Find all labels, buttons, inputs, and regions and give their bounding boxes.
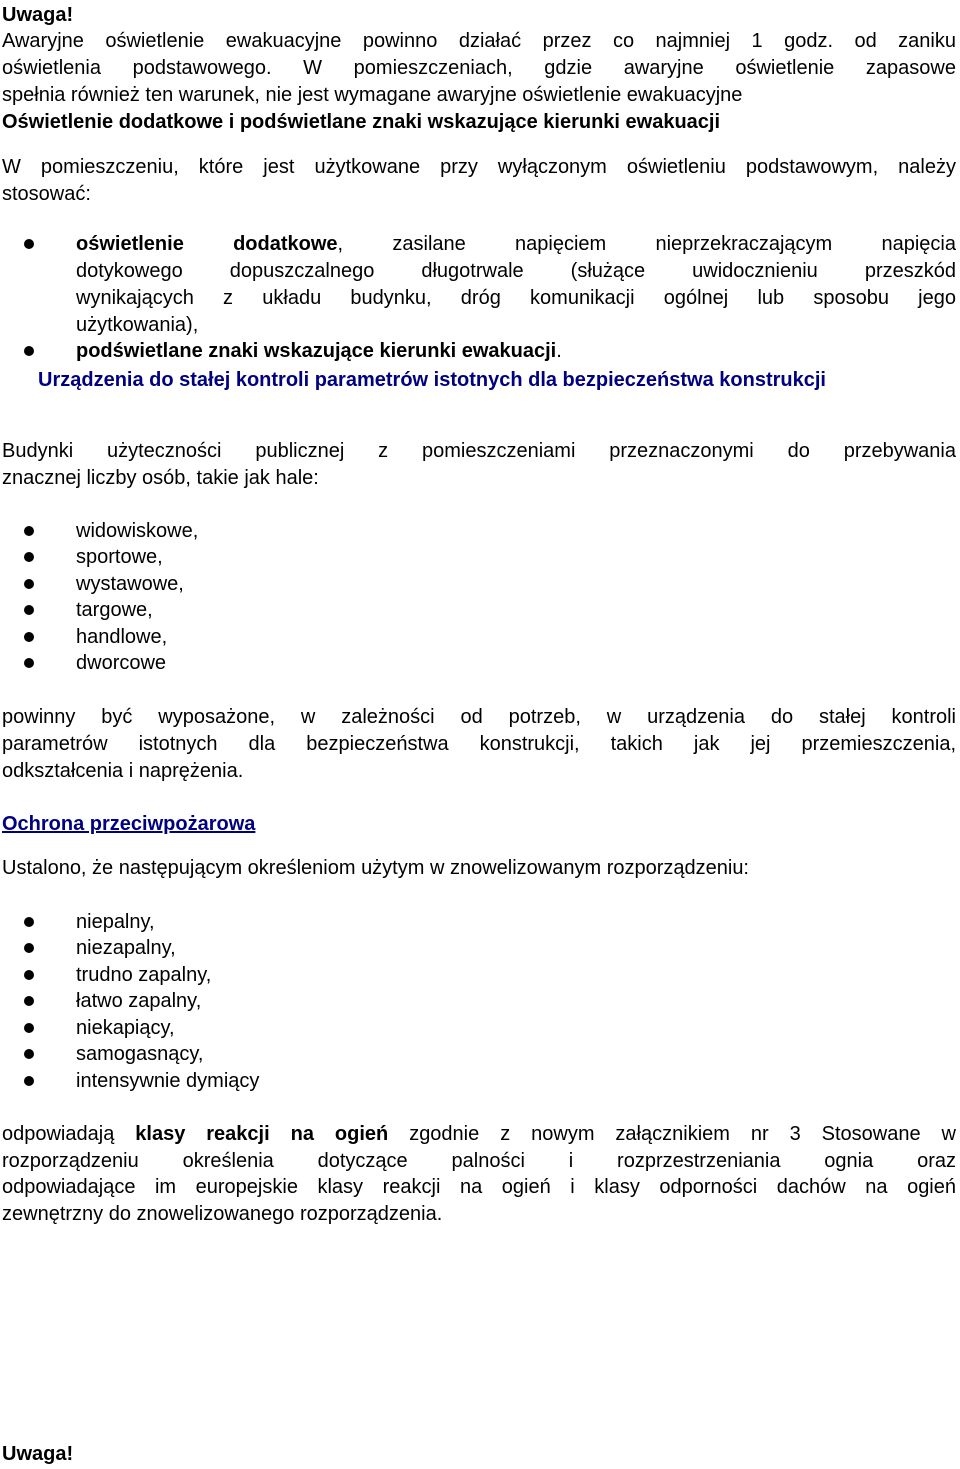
list-item-bold-term: podświetlane znaki wskazujące kierunki ewakuacji xyxy=(76,340,557,362)
section-heading-fire-protection: Ochrona przeciwpożarowa xyxy=(2,813,256,835)
bullet-icon xyxy=(24,346,34,356)
bullet-icon xyxy=(24,658,34,668)
section-outro-line-4: zewnętrzny do znowelizowanego rozporządzenia. xyxy=(2,1203,443,1225)
bullet-icon xyxy=(24,970,34,980)
list-item-continuation-1: dotykowego dopuszczalnego długotrwale (służące uwidocznieniu przeszkód xyxy=(76,260,956,282)
section-intro-line-2: stosować: xyxy=(2,183,91,205)
list-item-text: , zasilane napięciem nieprzekraczającym napięcia xyxy=(337,233,956,255)
warning-heading: Uwaga! xyxy=(2,4,74,26)
list-item: trudno zapalny, xyxy=(76,964,212,986)
bullet-icon xyxy=(24,552,34,562)
section-intro-line-1: W pomieszczeniu, które jest użytkowane przy wyłączonym oświetleniu podstawowym, należy xyxy=(2,156,956,178)
bullet-icon xyxy=(24,632,34,642)
list-item-bold-term: oświetlenie dodatkowe xyxy=(76,233,338,255)
list-item: sportowe, xyxy=(76,546,163,568)
section-outro-line-1 xyxy=(2,1121,956,1147)
bullet-icon xyxy=(24,917,34,927)
section-intro: Ustalono, że następującym określeniom użytym w znowelizowanym rozporządzeniu: xyxy=(2,857,749,879)
section-outro-line-2: rozporządzeniu określenia dotyczące palności i rozprzestrzeniania ognia oraz xyxy=(2,1150,956,1172)
bullet-icon xyxy=(24,1023,34,1033)
warning-text-line-3: spełnia również ten warunek, nie jest wymagane awaryjne oświetlenie ewakuacyjne xyxy=(2,84,743,106)
bullet-icon xyxy=(24,526,34,536)
section-outro-line-2: parametrów istotnych dla bezpieczeństwa konstrukcji, takich jak jej przemieszczenia, xyxy=(2,733,956,755)
bullet-icon xyxy=(24,579,34,589)
list-item: dworcowe xyxy=(76,652,167,674)
list-item: intensywnie dymiący xyxy=(76,1070,260,1092)
list-item: wystawowe, xyxy=(76,573,184,595)
bullet-icon xyxy=(24,943,34,953)
list-item: samogasnący, xyxy=(76,1043,204,1065)
bullet-icon xyxy=(24,605,34,615)
outro-bold-term: klasy reakcji na ogień xyxy=(135,1123,389,1145)
bullet-icon xyxy=(24,1076,34,1086)
list-item: niekapiący, xyxy=(76,1017,175,1039)
list-item: widowiskowe, xyxy=(76,520,199,542)
section-outro-line-3: odpowiadające im europejskie klasy reakcji na ogień i klasy odporności dachów na ogień xyxy=(2,1176,956,1198)
list-item: niepalny, xyxy=(76,911,155,933)
warning-text-line-2: oświetlenia podstawowego. W pomieszczeniach, gdzie awaryjne oświetlenie zapasowe xyxy=(2,57,956,79)
list-item: targowe, xyxy=(76,599,153,621)
bullet-icon xyxy=(24,239,34,249)
list-item: niezapalny, xyxy=(76,937,176,959)
section-outro-line-3: odkształcenia i naprężenia. xyxy=(2,760,244,782)
bullet-icon xyxy=(24,996,34,1006)
outro-text: zgodnie z nowym załącznikiem nr 3 Stosowane w xyxy=(409,1123,957,1145)
list-item-text: . xyxy=(556,340,562,362)
bullet-icon xyxy=(24,1049,34,1059)
section-intro-line-2: znacznej liczby osób, takie jak hale: xyxy=(2,467,319,489)
list-item-continuation-3: użytkowania), xyxy=(76,314,199,336)
list-item-additional-lighting xyxy=(76,231,956,257)
section-heading-lighting: Oświetlenie dodatkowe i podświetlane znaki wskazujące kierunki ewakuacji xyxy=(2,111,721,133)
warning-heading-bottom: Uwaga! xyxy=(2,1443,74,1465)
list-item: łatwo zapalny, xyxy=(76,990,202,1012)
section-intro-line-1: Budynki użyteczności publicznej z pomieszczeniami przeznaczonymi do przebywania xyxy=(2,440,956,462)
section-heading-structural-monitoring: Urządzenia do stałej kontroli parametrów istotnych dla bezpieczeństwa konstrukcji xyxy=(38,369,826,391)
list-item-continuation-2: wynikających z układu budynku, dróg komunikacji ogólnej lub sposobu jego xyxy=(76,287,956,309)
list-item: handlowe, xyxy=(76,626,168,648)
list-item-illuminated-signs xyxy=(76,338,956,364)
section-outro-line-1: powinny być wyposażone, w zależności od potrzeb, w urządzenia do stałej kontroli xyxy=(2,706,956,728)
warning-text-line-1: Awaryjne oświetlenie ewakuacyjne powinno działać przez co najmniej 1 godz. od zaniku xyxy=(2,30,956,52)
outro-text: odpowiadają xyxy=(2,1123,115,1145)
